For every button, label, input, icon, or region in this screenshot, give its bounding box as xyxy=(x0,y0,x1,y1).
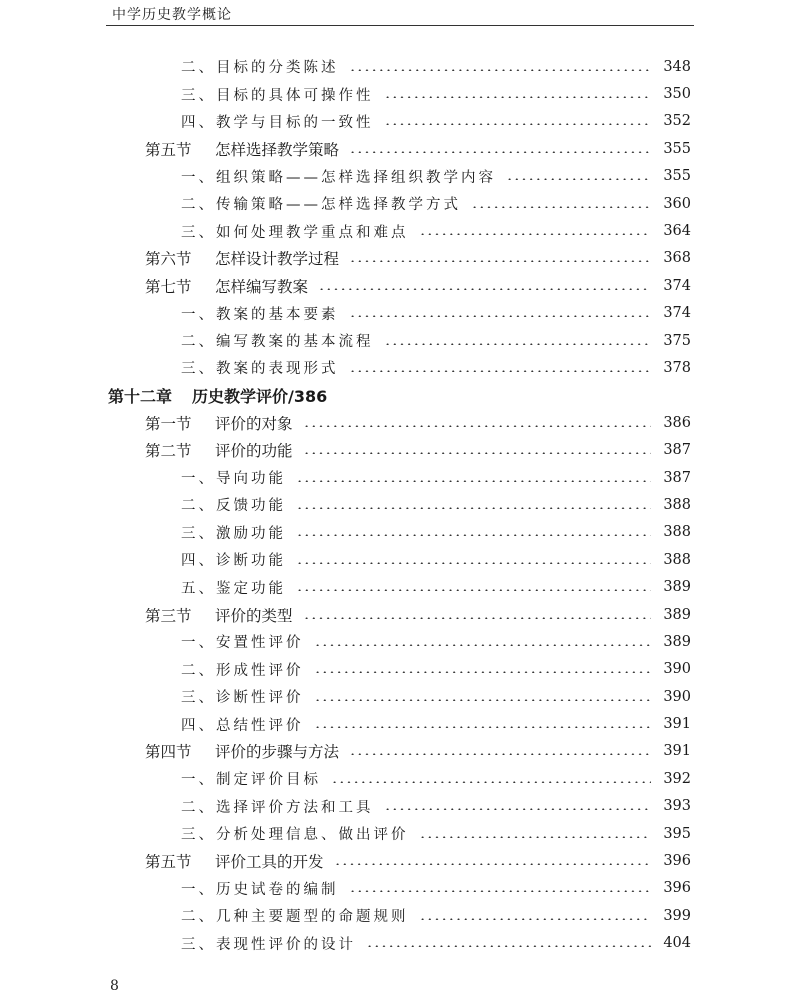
dot-leader xyxy=(471,206,651,208)
toc-page-number: 388 xyxy=(663,524,691,541)
toc-entry-title: 评价的类型 xyxy=(215,606,293,625)
toc-page-number: 399 xyxy=(663,907,691,924)
dot-leader xyxy=(419,918,652,920)
dot-leader xyxy=(384,96,652,98)
toc-page-number: 387 xyxy=(663,469,691,486)
toc-page-number: 360 xyxy=(663,195,691,212)
dot-leader xyxy=(366,945,651,947)
dot-leader xyxy=(296,562,651,564)
toc-subsection xyxy=(0,793,800,820)
toc-entry-number: 第四节 xyxy=(145,743,192,762)
toc-entry-number: 第一节 xyxy=(145,414,192,433)
dot-leader xyxy=(314,699,652,701)
toc-page-number: 388 xyxy=(663,551,691,568)
toc-entry-title: 历史教学评价/386 xyxy=(192,386,328,406)
dot-leader xyxy=(384,123,652,125)
dot-leader xyxy=(318,288,651,290)
toc-entry-title: 三、目标的具体可操作性 xyxy=(181,87,374,104)
toc-page-number: 355 xyxy=(663,168,691,185)
toc-entry-number: 第二节 xyxy=(145,442,192,461)
table-of-contents xyxy=(0,53,800,957)
toc-entry-title: 一、历史试卷的编制 xyxy=(181,881,339,898)
toc-page-number: 374 xyxy=(663,277,691,294)
toc-chapter xyxy=(0,382,800,409)
dot-leader xyxy=(314,671,652,673)
toc-page-number: 389 xyxy=(663,606,691,623)
dot-leader xyxy=(349,260,651,262)
dot-leader xyxy=(384,808,652,810)
toc-subsection xyxy=(0,628,800,655)
dot-leader xyxy=(349,315,652,317)
dot-leader xyxy=(296,507,651,509)
toc-entry-title: 三、分析处理信息、做出评价 xyxy=(181,827,409,844)
toc-subsection xyxy=(0,656,800,683)
toc-page-number: 374 xyxy=(663,305,691,322)
toc-page-number: 387 xyxy=(663,442,691,459)
toc-section xyxy=(0,409,800,436)
dot-leader xyxy=(419,836,652,838)
toc-page-number: 390 xyxy=(663,688,691,705)
dot-leader xyxy=(296,534,651,536)
dot-leader xyxy=(334,863,651,865)
toc-entry-title: 怎样选择教学策略 xyxy=(215,140,340,159)
toc-subsection xyxy=(0,300,800,327)
header-rule xyxy=(106,25,694,26)
toc-subsection xyxy=(0,902,800,929)
toc-subsection xyxy=(0,710,800,737)
toc-page-number: 352 xyxy=(663,113,691,130)
dot-leader xyxy=(349,753,651,755)
toc-entry-title: 二、反馈功能 xyxy=(181,498,286,515)
toc-section xyxy=(0,272,800,299)
toc-subsection xyxy=(0,327,800,354)
toc-entry-title: 四、教学与目标的一致性 xyxy=(181,114,374,131)
toc-section xyxy=(0,738,800,765)
toc-subsection xyxy=(0,683,800,710)
toc-subsection xyxy=(0,190,800,217)
toc-subsection xyxy=(0,820,800,847)
toc-subsection xyxy=(0,519,800,546)
toc-page-number: 391 xyxy=(663,716,691,733)
toc-entry-title: 一、组织策略——怎样选择组织教学内容 xyxy=(181,169,496,186)
toc-page-number: 389 xyxy=(663,579,691,596)
toc-subsection xyxy=(0,765,800,792)
dot-leader xyxy=(506,178,651,180)
toc-entry-title: 二、编写教案的基本流程 xyxy=(181,334,374,351)
toc-entry-title: 怎样编写教案 xyxy=(215,277,309,296)
toc-page-number: 392 xyxy=(663,770,691,787)
toc-subsection xyxy=(0,53,800,80)
toc-entry-title: 五、鉴定功能 xyxy=(181,580,286,597)
toc-entry-title: 一、教案的基本要素 xyxy=(181,306,339,323)
toc-section xyxy=(0,436,800,463)
toc-entry-title: 评价的步骤与方法 xyxy=(215,743,340,762)
toc-section xyxy=(0,245,800,272)
toc-page-number: 404 xyxy=(663,935,691,952)
dot-leader xyxy=(331,781,651,783)
toc-entry-title: 三、表现性评价的设计 xyxy=(181,936,356,953)
toc-entry-title: 三、教案的表现形式 xyxy=(181,361,339,378)
toc-subsection xyxy=(0,217,800,244)
dot-leader xyxy=(296,589,651,591)
toc-entry-title: 二、目标的分类陈述 xyxy=(181,60,339,77)
toc-page-number: 368 xyxy=(663,250,691,267)
toc-section xyxy=(0,847,800,874)
toc-entry-title: 一、制定评价目标 xyxy=(181,772,321,789)
toc-entry-title: 二、传输策略——怎样选择教学方式 xyxy=(181,197,461,214)
dot-leader xyxy=(419,233,652,235)
dot-leader xyxy=(314,726,652,728)
toc-page-number: 396 xyxy=(663,853,691,870)
toc-entry-title: 一、导向功能 xyxy=(181,471,286,488)
toc-entry-number: 第三节 xyxy=(145,606,192,625)
toc-entry-number: 第六节 xyxy=(145,250,192,269)
dot-leader xyxy=(303,617,651,619)
toc-page-number: 355 xyxy=(663,140,691,157)
toc-page-number: 386 xyxy=(663,414,691,431)
toc-entry-title: 三、如何处理教学重点和难点 xyxy=(181,224,409,241)
dot-leader xyxy=(349,69,652,71)
toc-subsection xyxy=(0,80,800,107)
dot-leader xyxy=(303,425,651,427)
dot-leader xyxy=(349,151,651,153)
toc-page-number: 350 xyxy=(663,86,691,103)
toc-subsection xyxy=(0,491,800,518)
toc-entry-title: 评价的对象 xyxy=(215,414,293,433)
dot-leader xyxy=(296,480,651,482)
toc-entry-number: 第七节 xyxy=(145,277,192,296)
toc-entry-number: 第五节 xyxy=(145,140,192,159)
toc-entry-title: 怎样设计教学过程 xyxy=(215,250,340,269)
toc-page-number: 348 xyxy=(663,58,691,75)
toc-page-number: 390 xyxy=(663,661,691,678)
toc-page-number: 389 xyxy=(663,633,691,650)
toc-entry-number: 第十二章 xyxy=(108,386,173,406)
toc-subsection xyxy=(0,464,800,491)
running-title: 中学历史教学概论 xyxy=(112,7,232,23)
toc-page-number: 388 xyxy=(663,496,691,513)
dot-leader xyxy=(314,644,652,646)
toc-page-number: 395 xyxy=(663,825,691,842)
page-number: 8 xyxy=(110,978,119,994)
toc-entry-title: 四、总结性评价 xyxy=(181,717,304,734)
toc-subsection xyxy=(0,930,800,957)
dot-leader xyxy=(303,452,651,454)
toc-entry-title: 评价的功能 xyxy=(215,442,293,461)
toc-entry-title: 二、选择评价方法和工具 xyxy=(181,799,374,816)
toc-subsection xyxy=(0,354,800,381)
toc-subsection xyxy=(0,163,800,190)
toc-subsection xyxy=(0,573,800,600)
toc-entry-title: 四、诊断功能 xyxy=(181,553,286,570)
toc-entry-number: 第五节 xyxy=(145,853,192,872)
toc-page-number: 378 xyxy=(663,359,691,376)
toc-page-number: 391 xyxy=(663,743,691,760)
toc-page-number: 364 xyxy=(663,223,691,240)
toc-entry-title: 三、激励功能 xyxy=(181,525,286,542)
dot-leader xyxy=(349,370,652,372)
toc-section xyxy=(0,135,800,162)
toc-subsection xyxy=(0,546,800,573)
toc-entry-title: 一、安置性评价 xyxy=(181,635,304,652)
toc-page-number: 393 xyxy=(663,798,691,815)
dot-leader xyxy=(349,890,652,892)
toc-entry-title: 三、诊断性评价 xyxy=(181,690,304,707)
toc-page-number: 375 xyxy=(663,332,691,349)
toc-entry-title: 二、形成性评价 xyxy=(181,662,304,679)
toc-entry-title: 二、几种主要题型的命题规则 xyxy=(181,909,409,926)
toc-subsection xyxy=(0,875,800,902)
toc-entry-title: 评价工具的开发 xyxy=(215,853,324,872)
dot-leader xyxy=(384,343,652,345)
toc-section xyxy=(0,601,800,628)
toc-subsection xyxy=(0,108,800,135)
toc-page-number: 396 xyxy=(663,880,691,897)
